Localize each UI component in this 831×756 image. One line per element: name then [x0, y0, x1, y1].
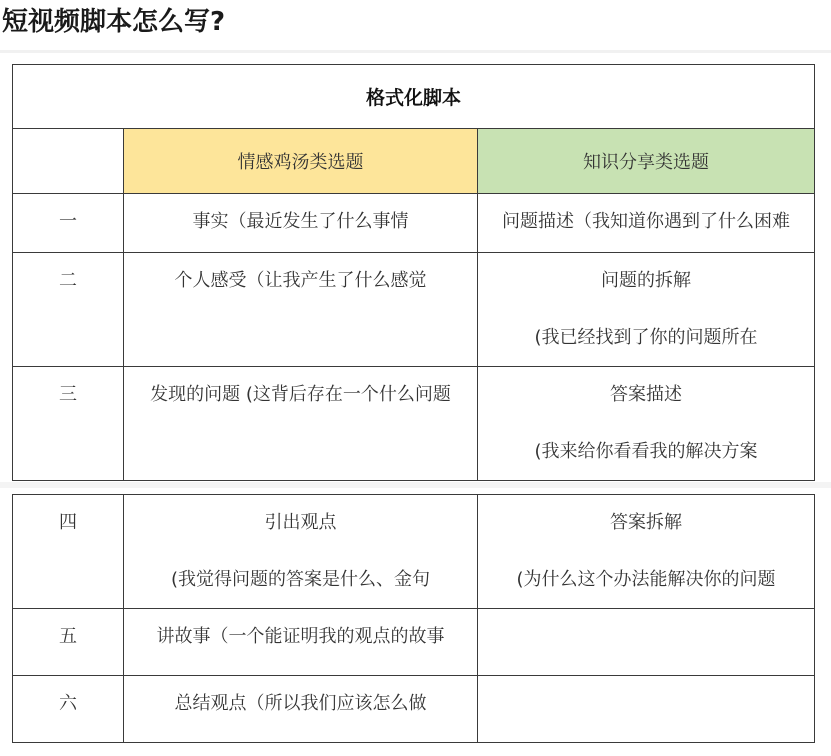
table-row: [13, 253, 815, 367]
emotion-cell: [124, 609, 478, 676]
knowledge-cell: [478, 495, 815, 609]
emotion-cell: [124, 495, 478, 609]
emotion-line: 讲故事（一个能证明我的观点的故事: [156, 626, 445, 647]
row-number-text: 六: [59, 693, 77, 714]
row-number-text: 四: [59, 512, 77, 533]
emotion-cell: [124, 253, 478, 367]
row-number: [13, 676, 124, 743]
emotion-line: (我觉得问题的答案是什么、金句: [170, 569, 431, 590]
row-number-text: 二: [59, 270, 77, 291]
emotion-cell: [124, 194, 478, 253]
header-blank-cell: [13, 129, 124, 194]
emotion-line: 总结观点（所以我们应该怎么做: [174, 693, 427, 714]
knowledge-cell: [478, 367, 815, 481]
table-title: 格式化脚本: [13, 65, 815, 129]
row-number: [13, 495, 124, 609]
table-header-row: [13, 129, 815, 194]
page-title: 短视频脚本怎么写?: [2, 7, 226, 37]
knowledge-line: 答案拆解: [610, 512, 682, 533]
emotion-line: 引出观点: [264, 512, 337, 533]
knowledge-line: (我来给你看看我的解决方案: [534, 441, 758, 462]
row-number: [13, 194, 124, 253]
knowledge-cell-empty: [478, 609, 815, 676]
title-divider: [0, 50, 831, 53]
row-number-text: 三: [59, 384, 77, 405]
knowledge-line: (我已经找到了你的问题所在: [534, 327, 758, 348]
header-emotion-topic: 情感鸡汤类选题: [124, 129, 478, 194]
knowledge-line: (为什么这个办法能解决你的问题: [516, 569, 776, 590]
row-number: [13, 367, 124, 481]
knowledge-line: 问题的拆解: [601, 270, 691, 291]
emotion-cell: [124, 676, 478, 743]
header-knowledge-topic: 知识分享类选题: [478, 129, 815, 194]
knowledge-cell: [478, 253, 815, 367]
row-number: [13, 609, 124, 676]
emotion-cell: [124, 367, 478, 481]
knowledge-line: 答案描述: [610, 384, 682, 405]
section-divider: [0, 482, 831, 488]
table-row: [13, 495, 815, 609]
knowledge-line: 问题描述（我知道你遇到了什么困难: [502, 211, 790, 232]
knowledge-cell-empty: [478, 676, 815, 743]
row-number: [13, 253, 124, 367]
emotion-line: 事实（最近发生了什么事情: [192, 211, 409, 232]
script-format-table-bottom: [12, 494, 815, 743]
emotion-line: 发现的问题 (这背后存在一个什么问题: [150, 384, 451, 405]
knowledge-cell: [478, 194, 815, 253]
script-format-table-top: [12, 64, 815, 481]
table-row: [13, 194, 815, 253]
table-row: [13, 676, 815, 743]
table-row: [13, 367, 815, 481]
emotion-line: 个人感受（让我产生了什么感觉: [174, 270, 427, 291]
table-row: [13, 609, 815, 676]
row-number-text: 一: [59, 211, 77, 232]
row-number-text: 五: [59, 626, 77, 647]
